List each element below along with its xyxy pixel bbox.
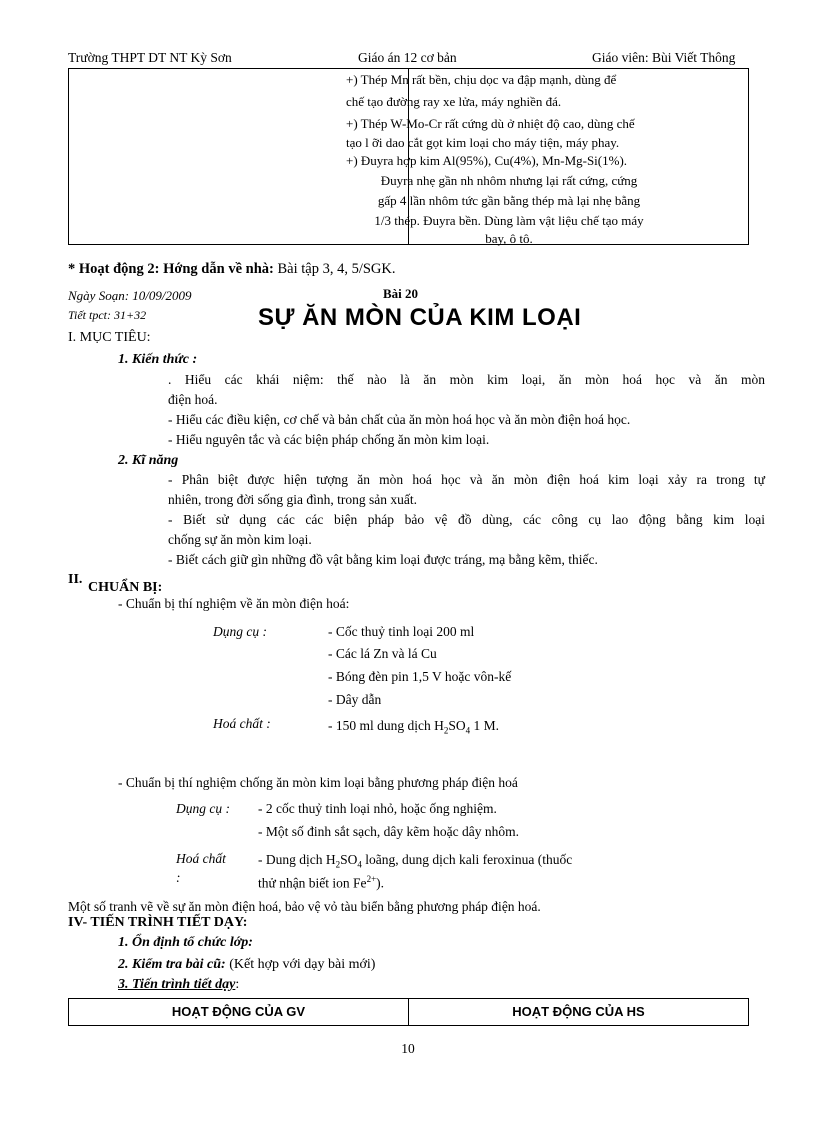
column-student: HOẠT ĐỘNG CỦA HS — [512, 1004, 645, 1019]
experiment-2: - Chuẩn bị thí nghiệm chống ăn mòn kim loại bằng phương pháp điện hoá — [118, 775, 518, 790]
chemical-item: - 150 ml dung dịch $H_2SO_4$ 1 M. — [328, 718, 500, 736]
tool-item: - Cốc thuỷ tinh loại 200 ml — [328, 624, 475, 639]
knowledge-item: - Hiểu các điều kiện, cơ chế và bản chất của ăn mòn hoá học và ăn mòn điện hoá học. — [168, 412, 631, 427]
chemicals2-colon: : — [176, 870, 181, 885]
table-line: chế tạo đường ray xe lửa, máy nghiền đá. — [346, 94, 562, 109]
tool-item: - Các lá Zn và lá Cu — [328, 646, 437, 661]
table-line: 1/3 thép. Đuyra bền. Dùng làm vật liệu chế tạo máy — [374, 213, 644, 228]
section-process-heading: IV- TIẾN TRÌNH TIẾT DẠY: — [68, 915, 248, 930]
experiment-1: - Chuẩn bị thí nghiệm về ăn mòn điện hoá: — [118, 596, 350, 611]
page-number: 10 — [401, 1041, 415, 1056]
table-line: +) Thép W-Mo-Cr rất cứng dù ở nhiệt độ cao, dùng chế — [346, 116, 635, 131]
header-school: Trường THPT DT NT Kỳ Sơn — [68, 50, 232, 65]
table-line: +) Đuyra hợp kim Al(95%), Cu(4%), Mn-Mg-Si(1%). — [346, 153, 628, 168]
chemicals-label: Hoá chất : — [213, 716, 271, 731]
tool-item: - Bóng đèn pin 1,5 V hoặc vôn-kế — [328, 669, 512, 684]
table-line: bay, ô tô. — [485, 231, 533, 246]
tool2-item: - 2 cốc thuỷ tinh loại nhỏ, hoặc ống nghiệm. — [258, 801, 497, 816]
homework-text: Bài tập 3, 4, 5/SGK. — [277, 261, 396, 277]
chemical2-line-1: - Dung dịch $H_2SO_4$ loãng, dung dịch kali feroxinua (thuốc — [258, 852, 573, 870]
tool-item: - Dây dẫn — [328, 692, 382, 707]
section-objectives-heading: I. MỤC TIÊU: — [68, 330, 151, 345]
table-line: tạo l ỡi dao cắt gọt kim loại cho máy tiện, máy phay. — [346, 135, 620, 150]
header-teacher: Giáo viên: Bùi Viết Thông — [592, 50, 736, 65]
knowledge-heading: 1. Kiến thức : — [118, 352, 198, 367]
section-prep-number: II. — [68, 572, 83, 587]
table-line: gấp 4 lần nhôm tức gần bằng thép mà lại nhẹ bằng — [377, 193, 641, 208]
table-line: +) Thép Mn rất bền, chịu dọc va đập mạnh, dùng để — [346, 72, 617, 87]
pictures-note: Một số tranh vẽ về sự ăn mòn điện hoá, bảo vệ vỏ tàu biển bằng phương pháp điện hoá. — [68, 899, 541, 914]
step-1: 1. Ổn định tổ chức lớp: — [118, 935, 253, 950]
homework-line — [68, 261, 395, 278]
step-3: 3. Tiến trình tiết dạy: — [118, 977, 240, 992]
homework-label: * Hoạt động 2: Hớng dẫn về nhà: — [68, 261, 274, 277]
skills-item: - Biết sử dụng các các biện pháp bảo vệ đồ dùng, các công cụ lao động bằng kim loại — [168, 512, 765, 527]
knowledge-item: điện hoá. — [168, 392, 218, 407]
column-teacher: HOẠT ĐỘNG CỦA GV — [171, 1004, 306, 1019]
skills-item: - Phân biệt được hiện tượng ăn mòn hoá học và ăn mòn điện hoá kim loại xảy ra trong tự — [168, 472, 765, 487]
periods: Tiết tpct: 31+32 — [68, 308, 147, 322]
page-title: SỰ ĂN MÒN CỦA KIM LOẠI — [258, 304, 582, 331]
knowledge-item: - Hiểu nguyên tắc và các biện pháp chống ăn mòn kim loại. — [168, 432, 490, 447]
date-prepared: Ngày Soạn: 10/09/2009 — [68, 288, 192, 303]
step-2: 2. Kiểm tra bài cũ: (Kết hợp với dạy bài mới) — [118, 957, 376, 972]
skills-heading: 2. Kĩ năng — [118, 453, 179, 468]
table-line: Đuyra nhẹ gần nh nhôm nhưng lại rất cứng, cứng — [380, 173, 638, 188]
header-lesson-plan: Giáo án 12 cơ bản — [358, 50, 457, 65]
chemical2-line-2: thử nhận biết ion $Fe^{2+}$). — [258, 874, 385, 891]
skills-item: - Biết cách giữ gìn những đồ vật bằng kim loại được tráng, mạ bằng kẽm, thiếc. — [168, 552, 598, 567]
tools-label: Dụng cụ : — [213, 624, 267, 639]
skills-item: chống sự ăn mòn kim loại. — [168, 532, 312, 547]
skills-item: nhiên, trong đời sống gia đình, trong sản xuất. — [168, 492, 417, 507]
lesson-number: Bài 20 — [383, 286, 419, 301]
tool2-item: - Một số đinh sắt sạch, dây kẽm hoặc dây nhôm. — [258, 824, 519, 839]
knowledge-item: . Hiểu các khái niệm: thế nào là ăn mòn kim loại, ăn mòn hoá học và ăn mòn — [168, 372, 765, 387]
activity-table — [68, 998, 749, 1026]
tools2-label: Dụng cụ : — [176, 801, 230, 816]
section-prep-heading: CHUẨN BỊ: — [88, 580, 163, 595]
chemicals2-label: Hoá chất — [176, 851, 226, 866]
